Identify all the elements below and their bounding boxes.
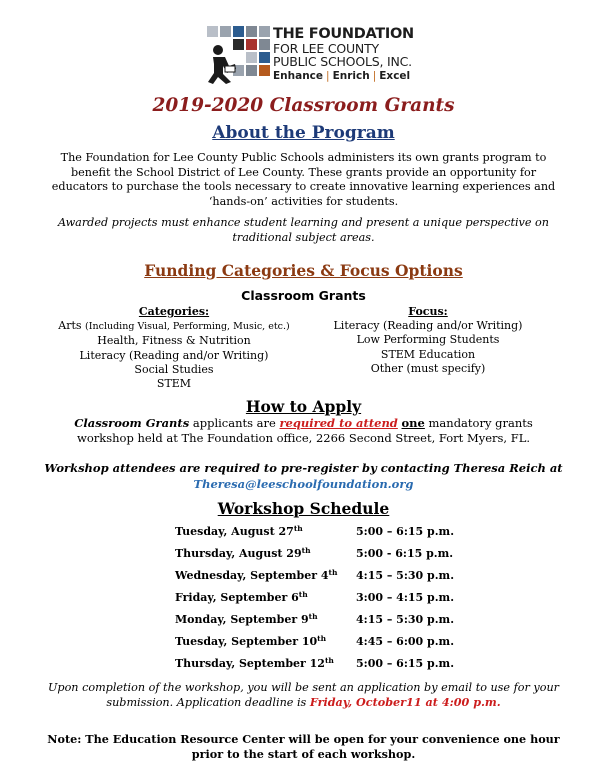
category-item: Health, Fitness & Nutrition: [97, 334, 251, 348]
workshop-schedule-heading: Workshop Schedule: [217, 499, 390, 518]
schedule-time: 4:15 – 5:30 p.m.: [356, 569, 455, 582]
schedule-row: [175, 631, 475, 653]
schedule-date: Tuesday, September 10th: [175, 634, 327, 648]
logo-square: [207, 26, 218, 37]
application-deadline: Friday, October11 at 4:00 p.m.: [309, 695, 501, 709]
logo-line-3: PUBLIC SCHOOLS, INC.: [273, 54, 412, 69]
categories-column: [45, 305, 303, 391]
schedule-row: [175, 565, 475, 587]
foundation-logo: [207, 26, 417, 88]
focus-item: STEM Education: [380, 347, 476, 361]
apply-heading: How to Apply: [245, 397, 362, 416]
tagline-separator: |: [326, 70, 330, 82]
logo-square: [246, 26, 257, 37]
tagline-excel: Excel: [379, 70, 411, 82]
contact-email-link[interactable]: Theresa@leeschoolfoundation.org: [193, 477, 414, 491]
logo-square: [233, 26, 244, 37]
category-detail: (Including Visual, Performing, Music, etc.): [85, 321, 290, 333]
schedule-row: [175, 609, 475, 631]
logo-square: [246, 39, 257, 50]
logo-tagline: [273, 70, 414, 83]
tagline-enrich: Enrich: [332, 70, 370, 82]
schedule-time: 4:15 – 5:30 p.m.: [356, 613, 455, 626]
schedule-row: [175, 521, 475, 543]
about-heading: About the Program: [212, 123, 395, 143]
tagline-separator: |: [372, 70, 377, 82]
apply-instructions: [0, 416, 607, 446]
logo-square: [259, 39, 270, 50]
schedule-time: 4:45 – 6:00 p.m.: [356, 635, 455, 648]
apply-text-fragment: applicants are: [189, 416, 280, 430]
category-label: Arts: [58, 319, 86, 333]
schedule-date: Wednesday, September 4th: [175, 568, 338, 582]
completion-notice: [0, 680, 607, 710]
schedule-row: [175, 587, 475, 609]
focus-item: Literacy (Reading and/or Writing): [333, 319, 523, 333]
schedule-time: 5:00 – 6:15 p.m.: [356, 657, 455, 670]
schedule-time: 5:00 - 6:15 p.m.: [356, 547, 454, 560]
category-item: STEM: [156, 377, 192, 391]
about-note-line: traditional subject areas.: [232, 230, 375, 244]
reading-figure-icon: [207, 44, 237, 84]
schedule-time: 5:00 – 6:15 p.m.: [356, 525, 455, 538]
logo-line-2: FOR LEE COUNTY: [273, 41, 379, 56]
category-item: Literacy (Reading and/or Writing): [79, 348, 269, 362]
required-emphasis: required to attend: [279, 416, 398, 430]
page-title: 2019-2020 Classroom Grants: [152, 95, 455, 116]
category-item: Social Studies: [134, 362, 214, 376]
logo-square: [246, 65, 257, 76]
logo-square: [220, 26, 231, 37]
resource-center-note: [0, 732, 607, 762]
logo-square: [259, 65, 270, 76]
categories-heading: Categories:: [138, 305, 210, 318]
category-item: [45, 319, 303, 334]
funding-heading: Funding Categories & Focus Options: [144, 261, 463, 280]
about-line: ‘hands-on’ activities for students.: [208, 194, 399, 208]
completion-text: submission. Application deadline is: [106, 696, 310, 709]
logo-text: [273, 26, 414, 83]
preregister-line: Workshop attendees are required to pre-register by contacting Theresa Reich at: [44, 461, 563, 475]
schedule-date: Thursday, August 29th: [175, 546, 311, 560]
about-line: The Foundation for Lee County Public Schools administers its own grants program to: [60, 151, 547, 164]
about-description: [0, 151, 607, 209]
apply-text-fragment: mandatory grants: [424, 416, 533, 430]
note-line-1: Note: The Education Resource Center will be open for your convenience one hour: [47, 732, 560, 746]
preregister-notice: [0, 460, 607, 492]
completion-line-1: Upon completion of the workshop, you will be sent an application by email to use for your: [47, 681, 559, 694]
workshop-schedule-table: [175, 521, 475, 675]
one-emphasis: one: [401, 416, 425, 430]
logo-square: [259, 26, 270, 37]
classroom-grants-subheading: Classroom Grants: [241, 288, 366, 303]
about-line: educators to purchase the tools necessary to create innovative learning experiences and: [51, 180, 556, 193]
schedule-row: [175, 543, 475, 565]
note-line-2: prior to the start of each workshop.: [191, 747, 416, 761]
logo-square: [259, 52, 270, 63]
tagline-enhance: Enhance: [273, 70, 324, 82]
schedule-time: 3:00 – 4:15 p.m.: [356, 591, 455, 604]
classroom-grants-emphasis: Classroom Grants: [74, 416, 190, 430]
apply-line-2: workshop held at The Foundation office, 2266 Second Street, Fort Myers, FL.: [76, 431, 531, 445]
about-note-line: Awarded projects must enhance student learning and present a unique perspective on: [58, 216, 549, 229]
focus-column: [318, 305, 538, 376]
schedule-date: Friday, September 6th: [175, 590, 308, 604]
schedule-date: Tuesday, August 27th: [175, 524, 303, 538]
about-line: benefit the School District of Lee County. These grants provide an opportunity for: [70, 165, 537, 179]
completion-line-2: [0, 695, 607, 710]
logo-square: [246, 52, 257, 63]
schedule-row: [175, 653, 475, 675]
focus-item: Low Performing Students: [356, 333, 500, 347]
about-note: [0, 216, 607, 245]
logo-line-1: THE FOUNDATION: [273, 26, 414, 42]
schedule-date: Thursday, September 12th: [175, 656, 334, 670]
focus-heading: Focus:: [408, 305, 448, 318]
apply-line-1: [0, 416, 607, 431]
focus-item: Other (must specify): [370, 361, 486, 375]
schedule-date: Monday, September 9th: [175, 612, 318, 626]
